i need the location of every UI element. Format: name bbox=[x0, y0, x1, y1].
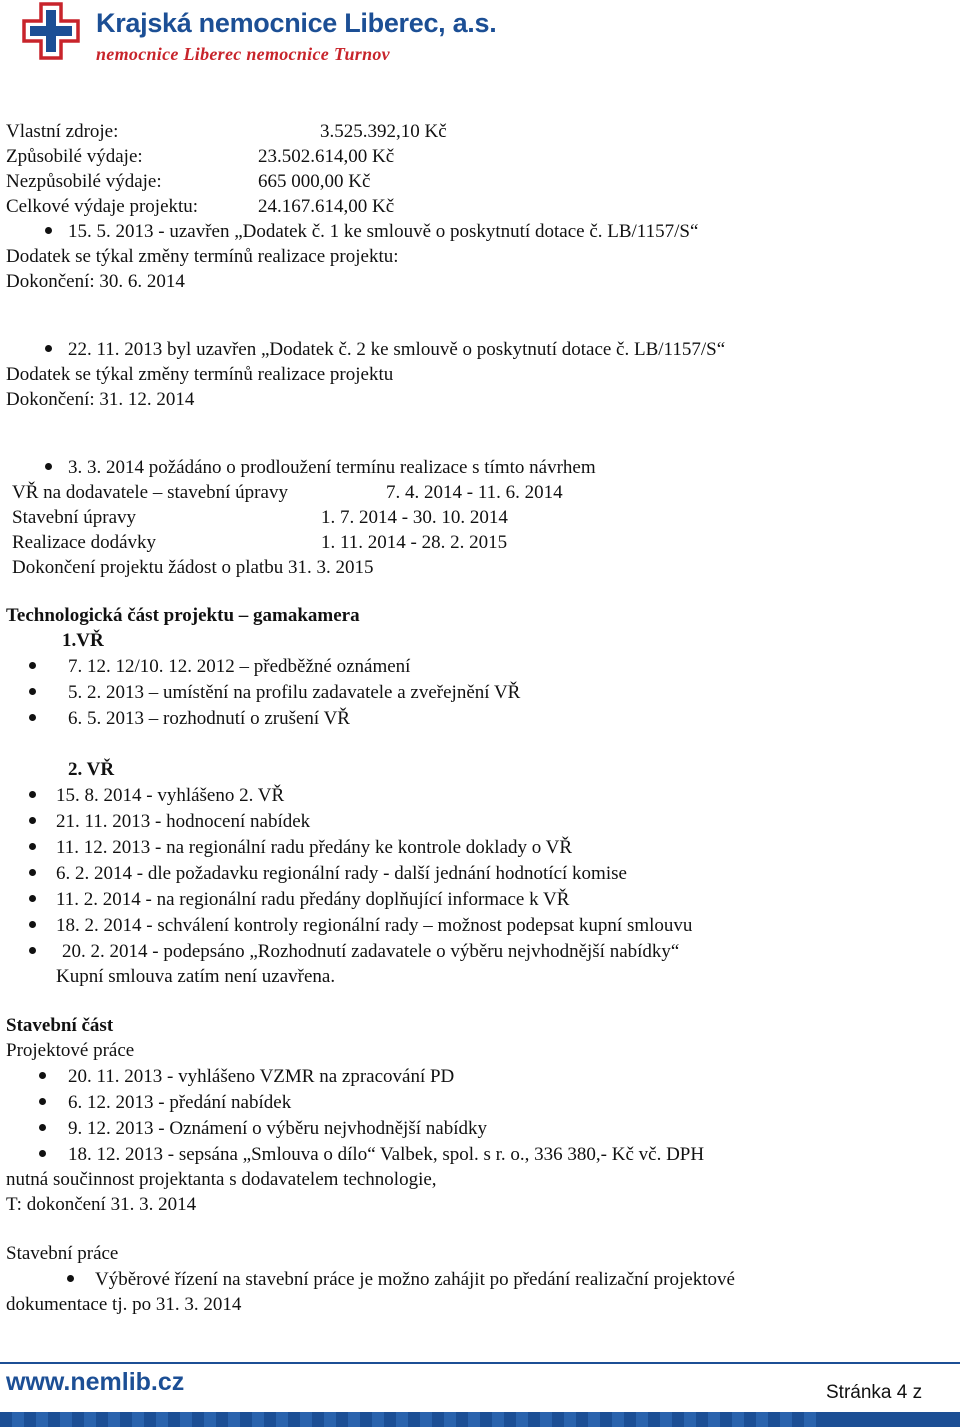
vr2-item-1: 15. 8. 2014 - vyhlášeno 2. VŘ bbox=[56, 785, 285, 806]
vr2-item-4: 6. 2. 2014 - dle požadavku regionální rady - další jednání hodnotící komise bbox=[56, 863, 627, 884]
footer-bar-right bbox=[820, 1412, 960, 1427]
finance-value-2: 23.502.614,00 Kč bbox=[258, 146, 395, 167]
bullet-icon bbox=[39, 1150, 46, 1157]
finance-label-1: Vlastní zdroje: bbox=[6, 121, 119, 142]
schedule-label-1: VŘ na dodavatele – stavební úpravy bbox=[12, 482, 288, 503]
bullet-icon bbox=[29, 662, 36, 669]
dodatek2-line: 22. 11. 2013 byl uzavřen „Dodatek č. 2 ke smlouvě o poskytnutí dotace č. LB/1157/S“ bbox=[68, 339, 726, 360]
bullet-icon bbox=[29, 869, 36, 876]
build-heading: Stavební část bbox=[6, 1015, 114, 1036]
build-cont-2: T: dokončení 31. 3. 2014 bbox=[6, 1194, 197, 1215]
bullet-icon bbox=[29, 714, 36, 721]
schedule-end: Dokončení projektu žádost o platbu 31. 3. 2015 bbox=[12, 557, 374, 578]
vr2-item-7: 20. 2. 2014 - podepsáno „Rozhodnutí zadavatele o výběru nejvhodnější nabídky“ bbox=[62, 941, 680, 962]
bullet-icon bbox=[29, 947, 36, 954]
vr2-item-3: 11. 12. 2013 - na regionální radu předány ke kontrole doklady o VŘ bbox=[56, 837, 573, 858]
finance-value-3: 665 000,00 Kč bbox=[258, 171, 371, 192]
build-cont-3: dokumentace tj. po 31. 3. 2014 bbox=[6, 1294, 242, 1315]
build-item-1: 20. 11. 2013 - vyhlášeno VZMR na zpracování PD bbox=[68, 1066, 455, 1087]
hospital-cross-logo bbox=[22, 2, 80, 60]
dodatek1-desc: Dodatek se týkal změny termínů realizace projektu: bbox=[6, 246, 399, 267]
footer-divider bbox=[0, 1362, 960, 1364]
finance-label-4: Celkové výdaje projektu: bbox=[6, 196, 199, 217]
bullet-icon bbox=[29, 843, 36, 850]
schedule-label-2: Stavební úpravy bbox=[12, 507, 137, 528]
schedule-label-3: Realizace dodávky bbox=[12, 532, 157, 553]
dodatek1-line: 15. 5. 2013 - uzavřen „Dodatek č. 1 ke smlouvě o poskytnutí dotace č. LB/1157/S“ bbox=[68, 221, 699, 242]
vr1-item-2: 5. 2. 2013 – umístění na profilu zadavatele a zveřejnění VŘ bbox=[68, 682, 521, 703]
tech-heading: Technologická část projektu – gamakamera bbox=[6, 605, 360, 626]
bullet-icon bbox=[29, 817, 36, 824]
vr2-item-2: 21. 11. 2013 - hodnocení nabídek bbox=[56, 811, 311, 832]
bullet-icon bbox=[67, 1275, 74, 1282]
bullet-icon bbox=[29, 895, 36, 902]
bullet-icon bbox=[29, 688, 36, 695]
footer-page-number: Stránka 4 z bbox=[826, 1382, 923, 1403]
dodatek2-end: Dokončení: 31. 12. 2014 bbox=[6, 389, 195, 410]
build-sub-projekt: Projektové práce bbox=[6, 1040, 135, 1061]
build-cont-1: nutná součinnost projektanta s dodavatelem technologie, bbox=[6, 1169, 437, 1190]
schedule-value-1: 7. 4. 2014 - 11. 6. 2014 bbox=[386, 482, 563, 503]
footer-bar bbox=[0, 1412, 820, 1427]
bullet-icon bbox=[45, 227, 52, 234]
schedule-value-3: 1. 11. 2014 - 28. 2. 2015 bbox=[321, 532, 508, 553]
hospital-subtitle: nemocnice Liberec nemocnice Turnov bbox=[96, 44, 390, 64]
build-item-4: 18. 12. 2013 - sepsána „Smlouva o dílo“ Valbek, spol. s r. o., 336 380,- Kč vč. DPH bbox=[68, 1144, 705, 1165]
finance-value-1: 3.525.392,10 Kč bbox=[320, 121, 447, 142]
bullet-icon bbox=[39, 1098, 46, 1105]
vr2-heading: 2. VŘ bbox=[68, 759, 115, 780]
build-item-5: Výběrové řízení na stavební práce je možno zahájit po předání realizační projektové bbox=[95, 1269, 735, 1290]
vr1-item-1: 7. 12. 12/10. 12. 2012 – předběžné oznámení bbox=[68, 656, 411, 677]
bullet-icon bbox=[29, 921, 36, 928]
finance-label-2: Způsobilé výdaje: bbox=[6, 146, 143, 167]
build-item-2: 6. 12. 2013 - předání nabídek bbox=[68, 1092, 292, 1113]
vr2-item-5: 11. 2. 2014 - na regionální radu předány doplňující informace k VŘ bbox=[56, 889, 570, 910]
vr2-note: Kupní smlouva zatím není uzavřena. bbox=[56, 966, 336, 987]
bullet-icon bbox=[45, 345, 52, 352]
hospital-name: Krajská nemocnice Liberec, a.s. bbox=[96, 8, 497, 38]
footer-url-link[interactable]: www.nemlib.cz bbox=[6, 1368, 185, 1396]
dodatek1-end: Dokončení: 30. 6. 2014 bbox=[6, 271, 185, 292]
dodatek2-desc: Dodatek se týkal změny termínů realizace projektu bbox=[6, 364, 394, 385]
bullet-icon bbox=[39, 1124, 46, 1131]
vr2-item-6: 18. 2. 2014 - schválení kontroly regionální rady – možnost podepsat kupní smlouvu bbox=[56, 915, 693, 936]
finance-label-3: Nezpůsobilé výdaje: bbox=[6, 171, 162, 192]
build-sub-prace: Stavební práce bbox=[6, 1243, 119, 1264]
schedule-value-2: 1. 7. 2014 - 30. 10. 2014 bbox=[321, 507, 508, 528]
vr1-item-3: 6. 5. 2013 – rozhodnutí o zrušení VŘ bbox=[68, 708, 350, 729]
vr1-heading: 1.VŘ bbox=[62, 630, 104, 651]
extension-request: 3. 3. 2014 požádáno o prodloužení termínu realizace s tímto návrhem bbox=[68, 457, 596, 478]
build-item-3: 9. 12. 2013 - Oznámení o výběru nejvhodnější nabídky bbox=[68, 1118, 487, 1139]
bullet-icon bbox=[39, 1072, 46, 1079]
finance-value-4: 24.167.614,00 Kč bbox=[258, 196, 395, 217]
bullet-icon bbox=[45, 463, 52, 470]
bullet-icon bbox=[29, 791, 36, 798]
